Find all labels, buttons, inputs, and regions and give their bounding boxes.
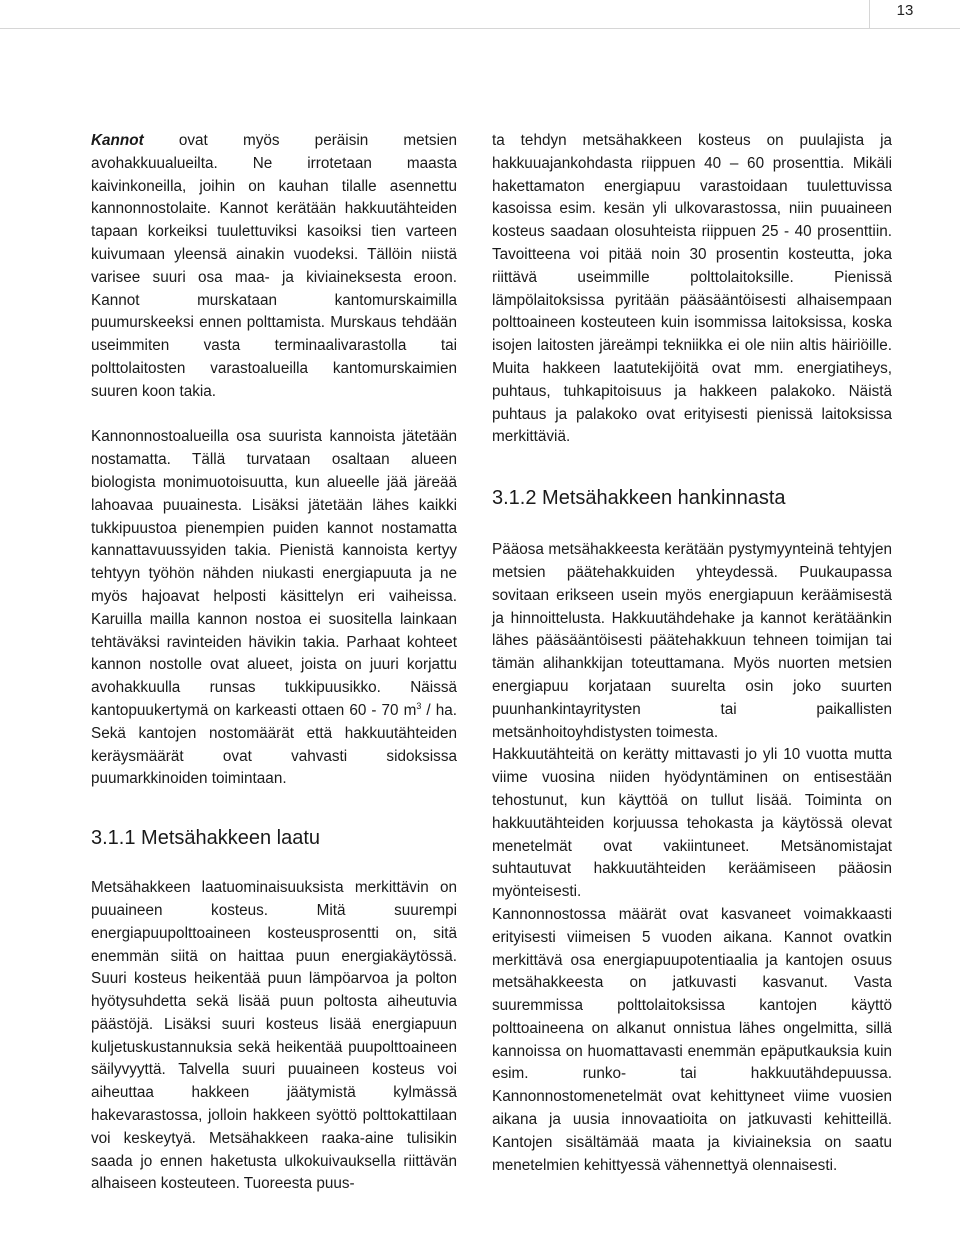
superscript: 3 <box>416 700 422 711</box>
paragraph-laatu: Metsähakkeen laatuominaisuuksista merkittävin on puuaineen kosteus. Mitä suurempi energiapuupolttoaineen kosteusprosentti on, sitä enemmän siitä on haittaa puun energiakäytössä. Suuri kosteus heikentää puun lämpöarvoa ja polton hyötysuhdetta sekä lisää puun poltosta aiheutuvia päästöjä. Lisäksi suuri kosteus lisää energiapuun kuljetuskustannuksia sekä heikentää puupolttoaineen säilyvyyttä. Talvella suuri puuaineen kosteus voi aiheuttaa hakkeen jäätymistä kylmässä hakevarastossa, jolloin hakkeen syöttö polttokattilaan voi keskeytyä. Metsähakkeen raaka-aine tulisikin saada jo ennen haketusta ulkokuivauksella riittävän alhaiseen kosteuteen. Tuoreesta puus- <box>91 879 457 1193</box>
paragraph-paaosa: Pääosa metsähakkeesta kerätään pystymyynteinä tehtyjen metsien päätehakkuiden yhteydessä. Puukaupassa sovitaan erikseen usein myös energiapuun keräämisestä ja hinnoittelusta. Hakkuutähdehake ja kannot kerätäänkin lähes pääsääntöisesti päätehakkuun tehneen toimijan tai tämän alihankkijan toteuttamana. Myös nuorten metsien energiapuu korjataan suurelta osin joko suurten puunhankintayritysten tai paikallisten metsänhoitoyhdistysten toimesta. <box>492 541 892 741</box>
paragraph-kannonnosto-maarat: Kannonnostossa määrät ovat kasvaneet voimakkaasti erityisesti viimeisen 5 vuoden aikana. Kannot ovatkin merkittävä osa energiapuupotentiaalia ja kantojen osuus metsähakkeesta on jatkuvasti kasvanut. Vasta suuremmissa polttolaitoksissa kantojen käyttö polttoaineena on alkanut onnistua lähes ongelmitta, sillä kannoissa on huomattavasti enemmän epäputkauksia kuin esim. runko- tai hakkuutähdepuussa. Kannonnostomenetelmät ovat kehittyneet viime vuosien aikana ja uusia innovaatioita on jatkuvasti kehitteillä. Kantojen sisältämää maata ja kiviaineksia on saatu menetelmien kehittyessä vähennettyä olennaisesti. <box>492 905 892 1174</box>
right-column <box>492 130 892 1177</box>
left-column <box>91 130 457 1196</box>
paragraph-text: / ha. Sekä kantojen nostomäärät että hakkuutähteiden keräysmäärät ovat vahvasti sidoksissa puumarkkinoiden toimintaan. <box>91 701 458 788</box>
section-heading-3-1-1: 3.1.1 Metsähakkeen laatu <box>91 827 321 850</box>
paragraph-kannot <box>91 130 457 404</box>
paragraph-text: ovat myös peräisin metsien avohakkuualueilta. Ne irrotetaan maasta kaivinkoneilla, joihin on kauhan tilalle asennettu kannonnostolaite. Kannot kerätään hakkuutähteiden tapaan korkeiksi tuulettuviksi kasoiksi tien varteen kuivumaan yleensä ainakin vuodeksi. Tällöin niistä varisee suuri osa maa- ja kiviaineksesta eroon. Kannot murskataan kantomurskaimilla puumurskeeksi ennen polttamista. Murskaus tehdään useimmiten vasta terminaalivarastolla tai polttolaitosten varastoalueilla kantomurskaimien suuren koon takia. <box>91 132 457 400</box>
paragraph-kosteus: ta tehdyn metsähakkeen kosteus on puulajista ja hakkuuajankohdasta riippuen 40 – 60 prosenttia. Mikäli hakettamaton energiapuu varastoidaan tuulettuvissa kasoissa esim. kesän yli ulkovarastossa, niin puuaineen kosteus saadaan olosuhteista riippuen 25 - 40 prosenttiin. Tavoitteena voi pitää noin 30 prosentin kosteutta, joka riittävä useimmille polttolaitoksille. Pienissä lämpölaitoksissa pyritään pääsääntöisesti alhaisempaan polttoaineen kosteuteen kuin isommissa laitoksissa, koska isojen laitosten järeämpi tekniikka ei ole niin altis häiriöille. Muita hakkeen laatutekijöitä ovat mm. energiatiheys, puhtaus, tuhkapitoisuus ja hakkeen palakoko. Näistä puhtaus ja palakoko ovat erityisesti pienissä laitoksissa merkittäviä. <box>492 132 892 446</box>
paragraph-kannonnosto <box>91 426 457 791</box>
paragraph-lead-term: Kannot <box>91 132 144 149</box>
page-header-bar <box>0 0 960 29</box>
paragraph-hakkuutahteet: Hakkuutähteitä on kerätty mittavasti jo yli 10 vuotta mutta viime vuosina niiden hyödyntäminen on entisestään tehostunut, kun käyttöä on tullut lisää. Toiminta on hakkuutähteiden korjuussa tehokasta ja käytössä olevat menetelmät ovat vakiintuneet. Metsänomistajat suhtautuvat hakkuutähteiden keräämiseen pääosin myönteisesti. <box>492 746 892 901</box>
section-heading-3-1-2: 3.1.2 Metsähakkeen hankinnasta <box>492 487 786 510</box>
page-number: 13 <box>869 0 940 28</box>
paragraph-text: Kannonnostoalueilla osa suurista kannoista jätetään nostamatta. Tällä turvataan osaltaan alueen biologista monimuotoisuutta, kun alueelle jää järeää lahoavaa puuainesta. Lisäksi jätetään lähes kaikki tukkipuustoa pienempien puiden kannot nostamatta kannattavuussyiden takia. Pienistä kannoista kertyy tehtyyn työhön nähden niukasti energiapuuta ja ne myös hajoavat helposti käsittelyn eri vaiheissa. Karuilla mailla kannon nostoa ei suositella lainkaan tehtäväksi ravinteiden hävikin takia. Parhaat kohteet kannon nostolle ovat alueet, joista on juuri korjattu avohakkuulla runsas tukkipuusikko. Näissä kantopuukertymä on karkeasti ottaen 60 - 70 m <box>91 428 457 719</box>
